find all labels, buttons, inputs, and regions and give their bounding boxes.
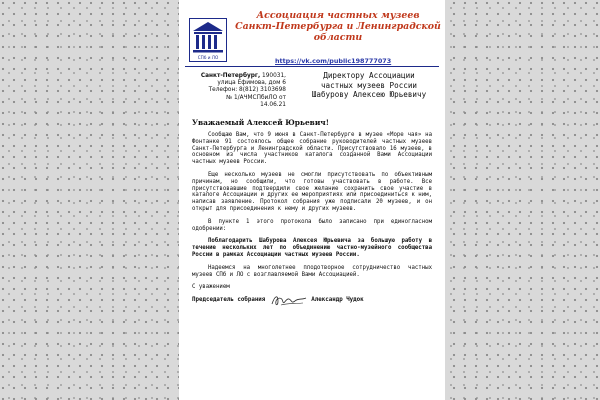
paragraph: Сообщаю Вам, что 9 июня в Санкт-Петербурге в музее «Море чая» на Фонтанке 91 состоялось общее собрание руководителей частных музеев Санкт-Петербурга и Ленинградской области. Присутствовало 16 музеев, в основном из числа участников каталога созданной Вами Ассоциации частных музеев России. (192, 132, 432, 166)
recipient-block (297, 71, 441, 100)
paragraph-bold: Поблагодарить Шабурова Алексея Юрьевича за большую работу в течение нескольких лет по объединению частно-музейного сообщества России в рамках Ассоциации частных музеев России. (192, 238, 432, 258)
signature-icon (269, 292, 309, 308)
org-line: Ассоциация частных музеев (256, 10, 420, 21)
vk-link[interactable]: https://vk.com/public198777073 (275, 57, 392, 65)
recipient-line: Шабурову Алексею Юрьевичу (311, 90, 427, 100)
paragraph: Надеемся на многолетнее плодотворное сотрудничество частных музеев СПб и ЛО с возглавляемой Вами Ассоциацией. (192, 264, 432, 278)
letter-page (179, 0, 445, 400)
org-line: Санкт-Петербурга и Ленинградской (235, 21, 441, 32)
recipient-line: Директору Ассоциации (323, 71, 415, 80)
signer-position: Председатель собрания (192, 296, 266, 303)
closing: С уважением (192, 284, 230, 291)
sender-line: улица Ефимова, дом 6 (217, 80, 286, 87)
sender-city: Санкт-Петербург, (200, 73, 261, 79)
greeting: Уважаемый Алексей Юрьевич! (192, 118, 329, 127)
paragraph: Еще несколько музеев не смогли присутствовать по объективным причинам, но сообщили, что готовы участвовать в работе. Все присутствовавшие подтвердили свое желание сохранить свое участие в каталоге Ассоциации и других ее мероприятиях или присоединиться к ним, написав заявление. Протокол собрания уже подписали 20 музеев, и он открыт для присоединения к нему и других музеев. (192, 171, 432, 212)
recipient-line: частных музеев России (320, 80, 417, 90)
org-line: области (313, 32, 363, 43)
sender-line: Телефон: 8(812) 3103698 (208, 87, 286, 94)
signer-name: Александр Чудок (311, 296, 364, 303)
letter-body (192, 118, 432, 308)
header-divider (185, 66, 439, 67)
museum-logo-icon (189, 18, 227, 62)
letterhead (179, 0, 445, 70)
organization-name (235, 10, 441, 43)
logo-text: СПб и ЛО (197, 55, 219, 60)
paragraph: В пункте 1 этого протокола было записано при единогласном одобрении: (192, 218, 432, 232)
sender-line: № 1/АЧМСПбиЛО от (226, 94, 286, 101)
sender-line: 14.06.21 (260, 101, 286, 108)
signature-line (192, 292, 432, 308)
sender-address (188, 73, 286, 109)
sender-line: 190031, (262, 73, 286, 79)
